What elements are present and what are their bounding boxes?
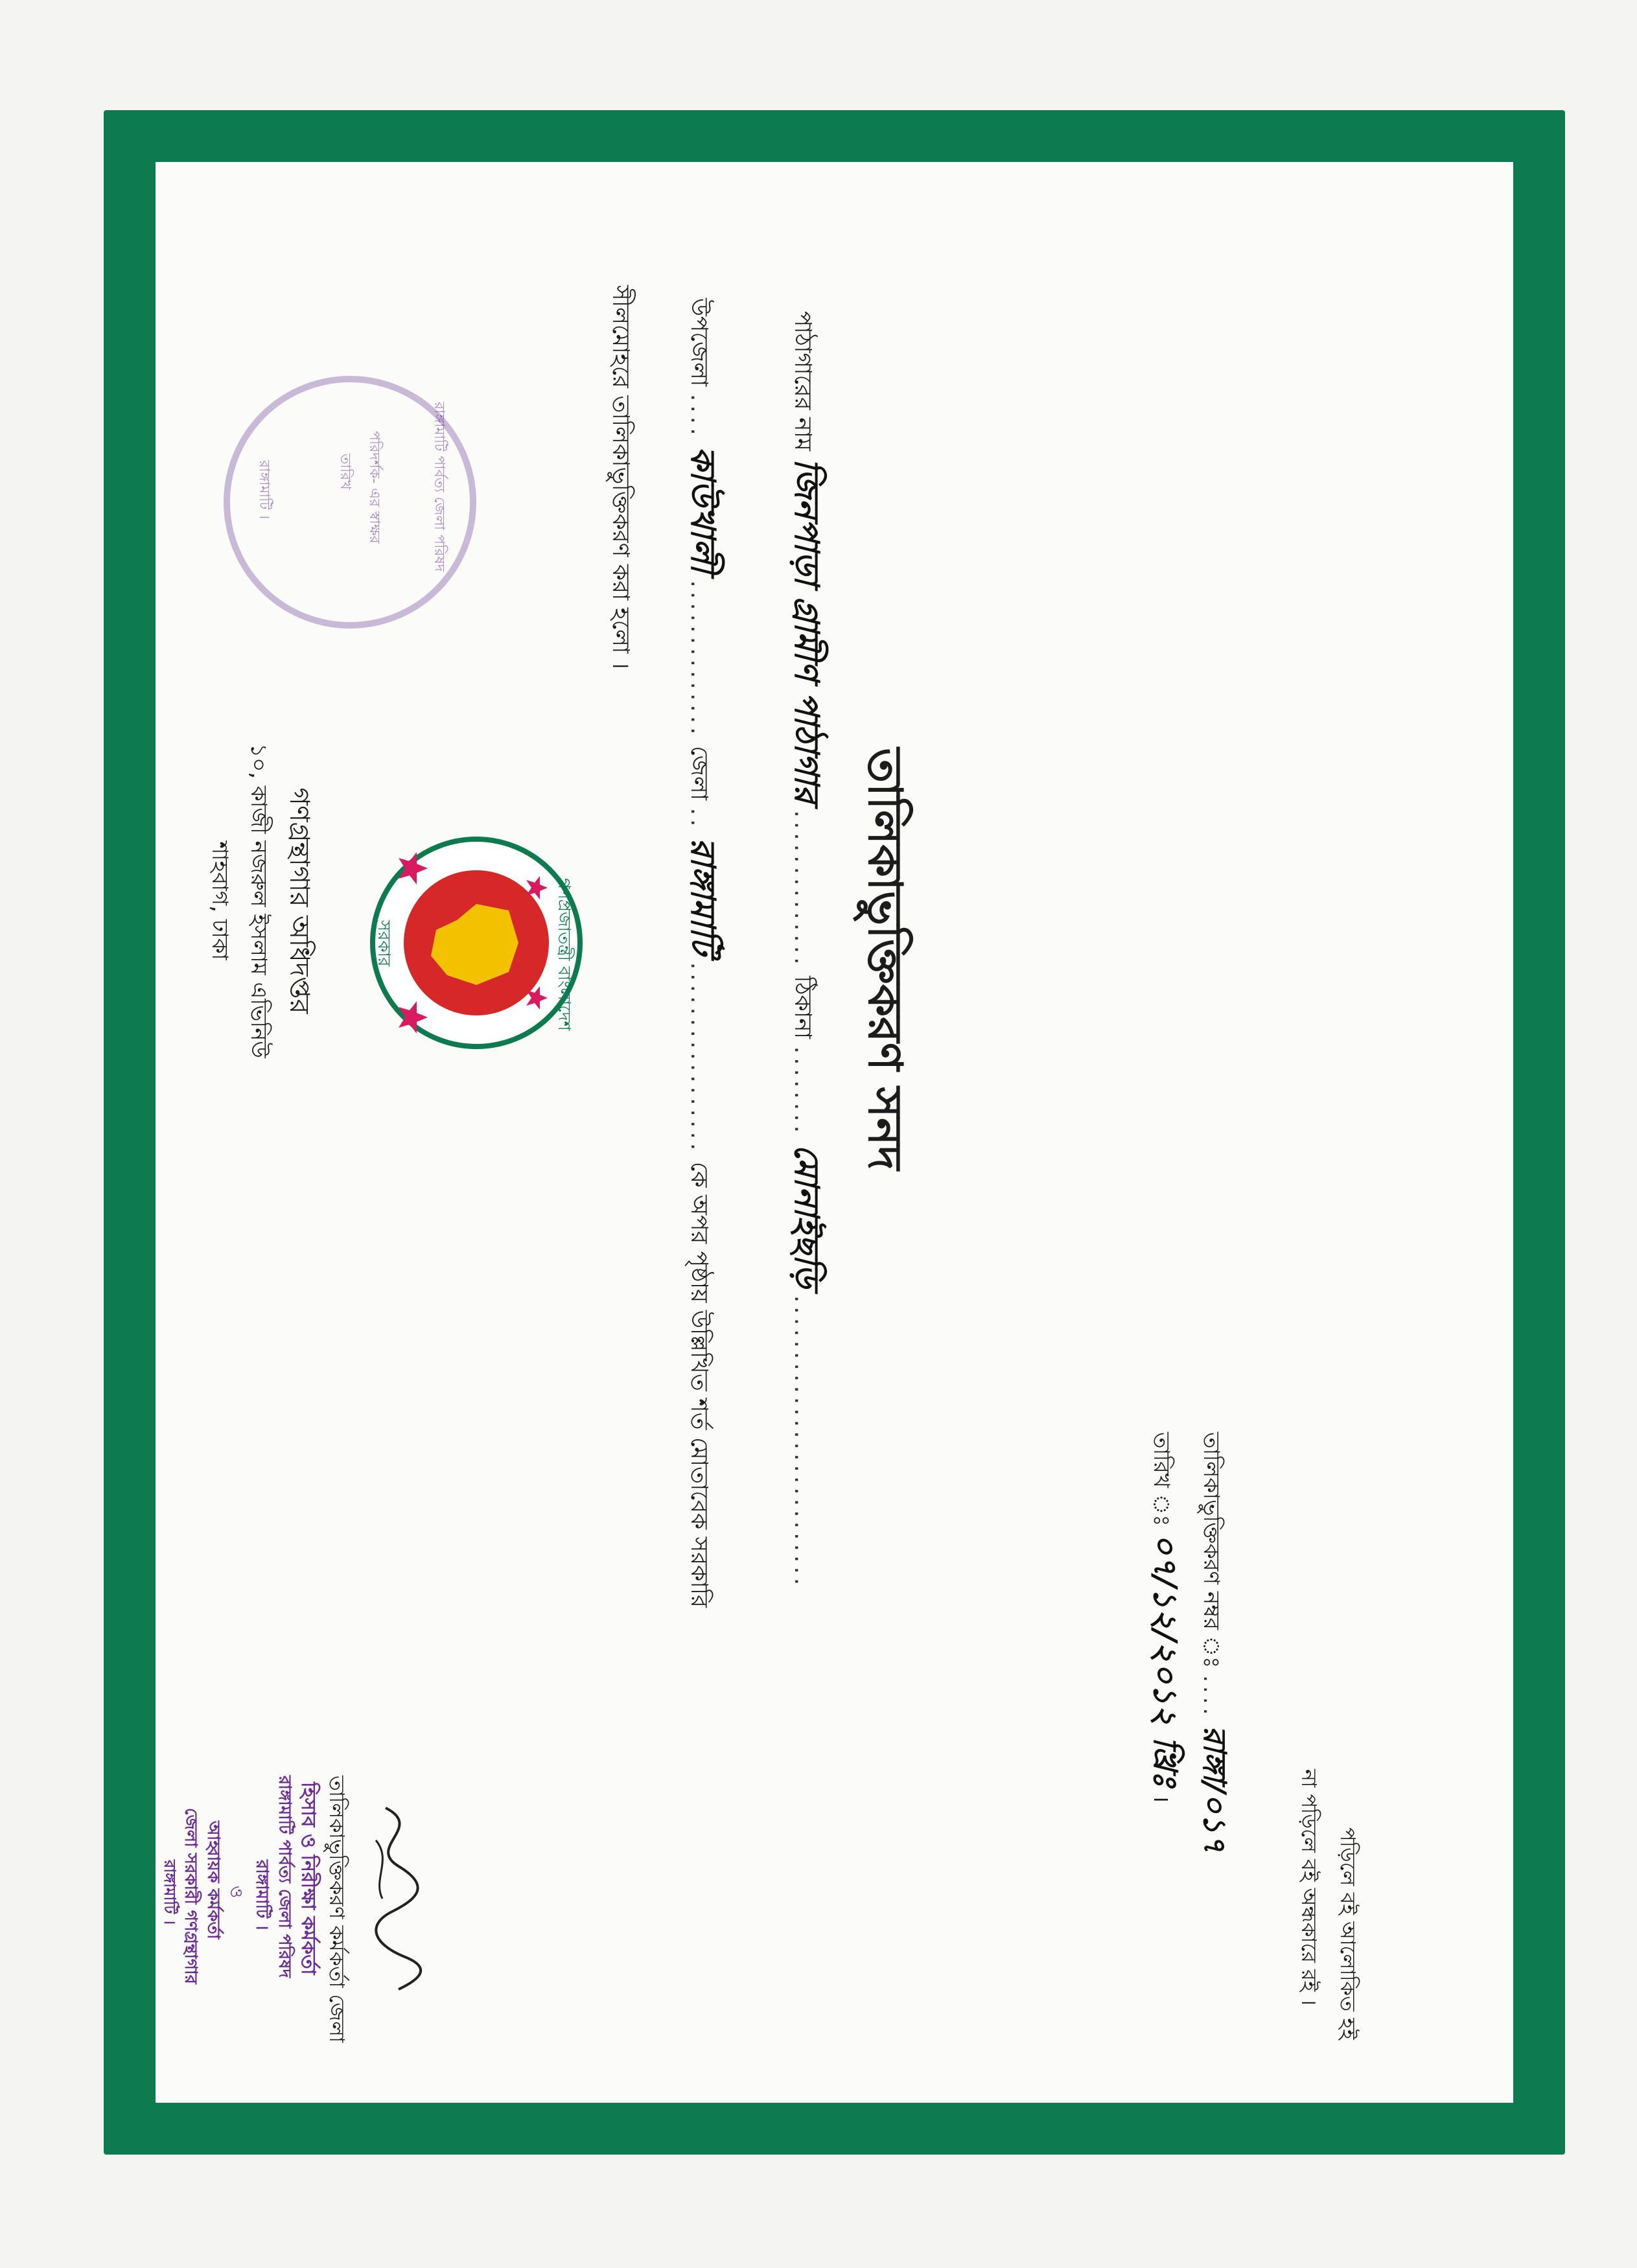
signature-stamp-line-2: রাঙ্গামাটি পার্বত্য জেলা পরিষদ [275, 1776, 294, 1978]
signature-stamp-line-1: হিসাব ও নিরীক্ষা কর্মকর্তা [297, 1782, 319, 1975]
upazila-label: উপজেলা [686, 298, 712, 387]
seal-top-text: গণপ্রজাতন্ত্রী বাংলাদেশ [554, 878, 574, 1031]
upazila-value: কাউখালী [683, 446, 723, 573]
address-value: মোনাইছড়ি [787, 1144, 826, 1288]
enlistment-number-label: তালিকাভুক্তিকরণ নম্বর ঃ [1198, 1432, 1224, 1669]
condition-text: কে অপর পৃষ্ঠায় উল্লিখিত শর্ত মোতাবেক সরকারি [686, 1161, 712, 1608]
motto-line-2: না পড়িলে বই অন্ধকারে রই । [1297, 1769, 1321, 2006]
final-text: সীলমোহরে তালিকাভুক্তিকরণ করা হলো । [607, 285, 634, 669]
library-value: জিনপাড়া গ্রামীণ পাঠাগার [787, 458, 826, 803]
signature-conj: ও [226, 1886, 246, 1899]
round-office-stamp [224, 376, 476, 629]
signature-scribble [360, 1801, 437, 1996]
district-value: রাঙ্গামাটি [683, 837, 723, 955]
certificate-body [156, 162, 1513, 2103]
rotated-content [156, 162, 1513, 2103]
enlistment-number-value: রাঙ্গা/০১৭ [1196, 1726, 1233, 1854]
government-seal [366, 833, 586, 1053]
round-stamp-inner-3: রাঙ্গামাটি । [256, 460, 272, 520]
signature-stamp-line-6: রাঙ্গামাটি । [161, 1860, 179, 1925]
round-stamp-inner-1: পরিদর্শক- এর স্বাক্ষর [366, 431, 382, 544]
date-value: ০৭/১২/২০১২ খ্রিঃ [1146, 1533, 1185, 1788]
signature-stamp-line-4: আহ্বায়ক কর্মকর্তা [203, 1821, 223, 1939]
motto-line-1: পড়িলে বই আলোকিত হই [1336, 1827, 1360, 2040]
certificate-title: তালিকাভুক্তিকরণ সনদ [858, 748, 912, 1170]
date-label: তারিখ ঃ [1148, 1432, 1174, 1527]
signature-stamp-line-5: জেলা সরকারী গণগ্রন্থাগার [181, 1808, 200, 1984]
enlistment-number-row: তালিকাভুক্তিকরণ নম্বর ঃ .... রাঙ্গা/০১৭ [1196, 1432, 1233, 1854]
green-border-frame [104, 110, 1565, 2155]
location-row: উপজেলা .... কাউখালী .............. জেলা .. রাঙ্গামাটি ................. কে অপর পৃষ্ঠায় উল্লিখিত শর্ত মোতাবেক সরকারি [683, 298, 723, 1608]
date-row [1135, 1432, 1189, 1803]
round-stamp-inner-2: তারিখ [337, 454, 353, 490]
date-suffix: । [1148, 1794, 1174, 1803]
district-label: জেলা [686, 746, 712, 801]
signature-role: তালিকাভুক্তিকরণ কর্মকর্তা জেলা [325, 1776, 349, 2043]
round-stamp-ring-text: রাঙ্গামাটি পার্বত্য জেলা পরিষদ [431, 402, 447, 572]
issuer-city: শাহবাগ, ঢাকা [207, 841, 233, 960]
library-name-row: পাঠাগারের নাম জিনপাড়া গ্রামীণ পাঠাগার .............. ঠিকানা ........ মোনাইছড়ি .......................... [787, 311, 826, 1590]
library-label: পাঠাগারের নাম [789, 311, 816, 452]
signature-stamp-line-3: রাঙ্গামাটি । [252, 1860, 272, 1930]
address-label: ঠিকানা [789, 976, 816, 1039]
issuer-dept: গণগ্রন্থাগার অধিদপ্তর [284, 787, 316, 1014]
seal-bottom-text: সরকার [374, 920, 393, 967]
issuer-address: ১০, কাজী নজরুল ইসলাম এভিনিউ [246, 743, 272, 1058]
